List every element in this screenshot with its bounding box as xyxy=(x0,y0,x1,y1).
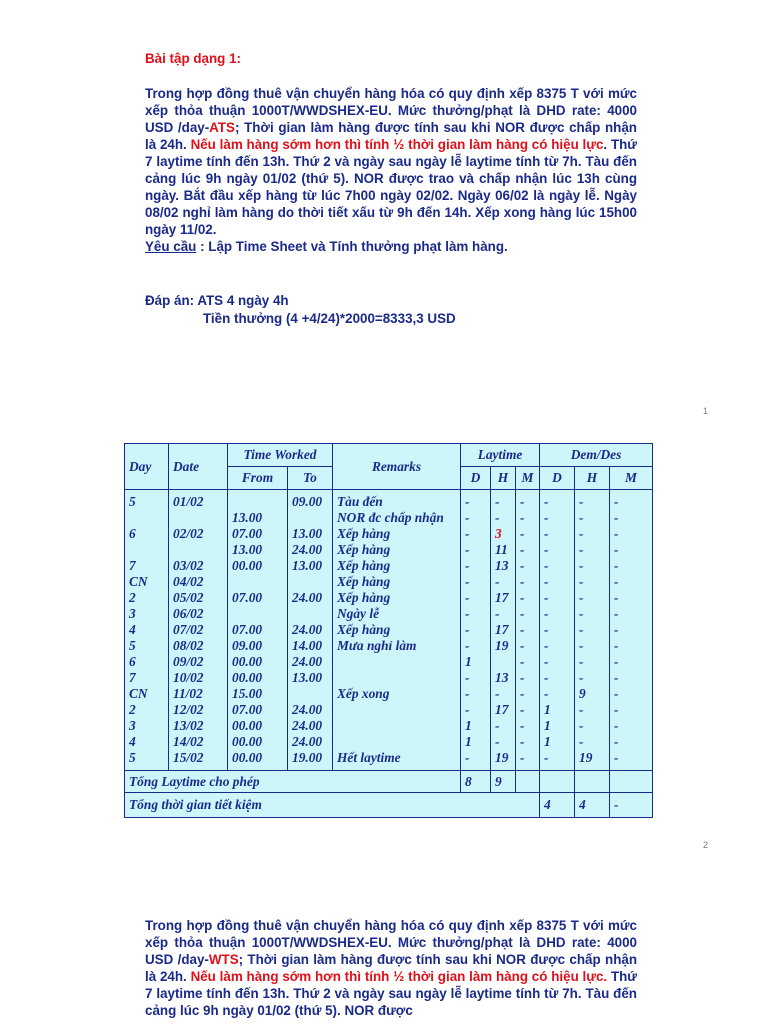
cell-remark: Xếp hàng xyxy=(337,622,391,637)
empty-cell xyxy=(540,771,575,793)
cell-date: 09/02 xyxy=(173,654,204,669)
column-laytime-m xyxy=(516,490,540,771)
cell-dm: - xyxy=(614,702,619,717)
empty-cell xyxy=(610,771,653,793)
cell-dd: - xyxy=(544,510,549,525)
cell-day: 7 xyxy=(129,558,136,573)
cell-date: 06/02 xyxy=(173,606,204,621)
cell-dm: - xyxy=(614,686,619,701)
cell-lm: - xyxy=(520,654,525,669)
cell-day: 2 xyxy=(129,702,136,717)
requirement-label: Yêu cầu xyxy=(145,239,197,254)
cell-from: 07.00 xyxy=(232,702,263,717)
cell-dd: - xyxy=(544,558,549,573)
cell-day: 6 xyxy=(129,526,136,541)
cell-lm: - xyxy=(520,734,525,749)
cell-date: 08/02 xyxy=(173,638,204,653)
cell-day: 5 xyxy=(129,750,136,765)
cell-from: 00.00 xyxy=(232,750,263,765)
header-time-worked: Time Worked xyxy=(228,444,333,467)
cell-remark: Hết laytime xyxy=(337,750,401,765)
problem-text: Trong hợp đồng thuê vận chuyển hàng hóa có quy định xếp 8375 T với mức xếp thỏa thuận 1000T/WWDSHEX-EU. Mức thưởng/phạt là DHD rate: 4000 USD /day- xyxy=(145,86,637,135)
cell-ld: - xyxy=(465,574,470,589)
total-allowed-label: Tổng Laytime cho phép xyxy=(125,771,461,793)
cell-from: 07.00 xyxy=(232,590,263,605)
cell-dm: - xyxy=(614,750,619,765)
column-demdes-d xyxy=(540,490,575,771)
cell-dm: - xyxy=(614,574,619,589)
cell-lh: 11 xyxy=(495,542,508,557)
cell-date: 07/02 xyxy=(173,622,204,637)
cell-dm: - xyxy=(614,494,619,509)
cell-ld: - xyxy=(465,702,470,717)
page-number: 1 xyxy=(703,406,709,416)
cell-to: 24.00 xyxy=(292,702,323,717)
problem-text: . Thứ 7 laytime tính đến 13h. Thứ 2 và ngày sau ngày lễ laytime tính từ 7h. Tàu đến cảng lúc 9h ngày 01/02 (thứ 5). NOR được trao và chấp nhận lúc 13h cùng ngày. Bắt đầu xếp hàng từ lúc 7h00 ngày 02/02. Ngày 06/02 là ngày lễ. Ngày 08/02 nghỉ làm hàng do thời tiết xấu từ 9h đến 14h. Xếp xong hàng lúc 15h00 ngày 11/02. xyxy=(145,137,637,237)
cell-day: 7 xyxy=(129,670,136,685)
cell-dh: - xyxy=(579,654,584,669)
cell-to: 13.00 xyxy=(292,558,323,573)
cell-remark: Xếp hàng xyxy=(337,558,391,573)
cell-to: 24.00 xyxy=(292,734,323,749)
cell-date: 02/02 xyxy=(173,526,204,541)
cell-remark xyxy=(337,670,456,686)
total-saved-label: Tổng thời gian tiết kiệm xyxy=(125,793,540,818)
column-demdes-h xyxy=(575,490,610,771)
cell-ld: - xyxy=(465,670,470,685)
cell-dd: - xyxy=(544,494,549,509)
cell-day: 3 xyxy=(129,718,136,733)
cell-to: 24.00 xyxy=(292,542,323,557)
cell-lh: - xyxy=(495,606,500,621)
cell-ld: - xyxy=(465,558,470,573)
cell-lm: - xyxy=(520,526,525,541)
cell-dm: - xyxy=(614,526,619,541)
cell-to xyxy=(292,606,328,622)
total-saved-row xyxy=(125,793,653,818)
cell-to: 13.00 xyxy=(292,526,323,541)
problem-paragraph-1 xyxy=(145,85,637,255)
column-from xyxy=(228,490,288,771)
cell-lm: - xyxy=(520,718,525,733)
cell-lm: - xyxy=(520,590,525,605)
cell-remark xyxy=(337,734,456,750)
cell-lh: 19 xyxy=(495,638,509,653)
cell-remark xyxy=(337,718,456,734)
cell-remark: Xếp hàng xyxy=(337,542,391,557)
cell-from xyxy=(232,574,283,590)
empty-cell xyxy=(516,771,540,793)
cell-from: 00.00 xyxy=(232,718,263,733)
cell-to: 13.00 xyxy=(292,670,323,685)
total-allowed-h: 9 xyxy=(491,771,516,793)
problem-highlight: Nếu làm hàng sớm hơn thì tính ½ thời gian làm hàng có hiệu lực. xyxy=(190,969,608,984)
header-from: From xyxy=(228,467,288,490)
cell-from: 07.00 xyxy=(232,622,263,637)
column-day xyxy=(125,490,169,771)
column-to xyxy=(288,490,333,771)
header-remarks: Remarks xyxy=(333,444,461,490)
cell-lh: 3 xyxy=(495,526,502,541)
cell-from xyxy=(232,606,283,622)
problem-paragraph-2 xyxy=(145,917,637,1019)
column-demdes-m xyxy=(610,490,653,771)
cell-dd: - xyxy=(544,590,549,605)
header-laytime-m: M xyxy=(516,467,540,490)
cell-lh: 17 xyxy=(495,590,509,605)
total-saved-h: 4 xyxy=(575,793,610,818)
cell-to: 24.00 xyxy=(292,622,323,637)
cell-lm: - xyxy=(520,622,525,637)
cell-to: 14.00 xyxy=(292,638,323,653)
cell-date xyxy=(173,542,223,558)
cell-lm: - xyxy=(520,574,525,589)
cell-lh: - xyxy=(495,574,500,589)
cell-dd: - xyxy=(544,750,549,765)
cell-ld: - xyxy=(465,526,470,541)
cell-dm: - xyxy=(614,558,619,573)
cell-lh: 17 xyxy=(495,702,509,717)
cell-dd: 1 xyxy=(544,718,551,733)
time-sheet-table xyxy=(124,443,653,818)
cell-from: 00.00 xyxy=(232,654,263,669)
total-saved-m: - xyxy=(610,793,653,818)
cell-date: 12/02 xyxy=(173,702,204,717)
cell-ld: - xyxy=(465,590,470,605)
cell-dh: - xyxy=(579,734,584,749)
header-demdes-h: H xyxy=(575,467,610,490)
cell-ld: - xyxy=(465,686,470,701)
cell-day xyxy=(129,510,164,526)
cell-dd: - xyxy=(544,670,549,685)
cell-dm: - xyxy=(614,606,619,621)
cell-dh: - xyxy=(579,574,584,589)
cell-lm: - xyxy=(520,670,525,685)
cell-dm: - xyxy=(614,510,619,525)
cell-lh xyxy=(495,654,511,670)
exercise-heading: Bài tập dạng 1: xyxy=(145,51,241,66)
cell-day: 3 xyxy=(129,606,136,621)
cell-remark xyxy=(337,654,456,670)
cell-day: 4 xyxy=(129,622,136,637)
cell-day xyxy=(129,542,164,558)
header-laytime: Laytime xyxy=(461,444,540,467)
cell-lh: - xyxy=(495,510,500,525)
cell-dm: - xyxy=(614,542,619,557)
cell-lh: 13 xyxy=(495,670,509,685)
header-demdes-m: M xyxy=(610,467,653,490)
header-dem-des: Dem/Des xyxy=(540,444,653,467)
cell-lm: - xyxy=(520,702,525,717)
cell-day: 4 xyxy=(129,734,136,749)
cell-to: 24.00 xyxy=(292,590,323,605)
cell-to: 19.00 xyxy=(292,750,323,765)
cell-dd: 1 xyxy=(544,702,551,717)
cell-lh: 19 xyxy=(495,750,509,765)
cell-dd: - xyxy=(544,542,549,557)
total-allowed-row xyxy=(125,771,653,793)
cell-dh: 9 xyxy=(579,686,586,701)
cell-date: 15/02 xyxy=(173,750,204,765)
cell-remark: NOR đc chấp nhận xyxy=(337,510,444,525)
cell-dh: - xyxy=(579,622,584,637)
cell-lm: - xyxy=(520,558,525,573)
cell-to: 09.00 xyxy=(292,494,323,509)
cell-from: 07.00 xyxy=(232,526,263,541)
cell-dm: - xyxy=(614,734,619,749)
cell-dm: - xyxy=(614,670,619,685)
cell-ld: - xyxy=(465,510,470,525)
cell-from: 00.00 xyxy=(232,734,263,749)
header-demdes-d: D xyxy=(540,467,575,490)
answer-line-2: Tiền thưởng (4 +4/24)*2000=8333,3 USD xyxy=(203,311,456,326)
header-date: Date xyxy=(169,444,228,490)
cell-remark: Xếp hàng xyxy=(337,526,391,541)
cell-day: 2 xyxy=(129,590,136,605)
cell-dd: - xyxy=(544,638,549,653)
cell-to xyxy=(292,686,328,702)
cell-from: 15.00 xyxy=(232,686,263,701)
cell-date: 04/02 xyxy=(173,574,204,589)
cell-dd: - xyxy=(544,654,549,669)
problem-text: ; Thời gian làm hàng được tính sau khi NOR được chấp nhận là 24h. xyxy=(145,952,637,984)
cell-dh: - xyxy=(579,558,584,573)
cell-dm: - xyxy=(614,622,619,637)
total-saved-d: 4 xyxy=(540,793,575,818)
cell-from: 13.00 xyxy=(232,542,263,557)
cell-date: 10/02 xyxy=(173,670,204,685)
cell-lm: - xyxy=(520,542,525,557)
cell-lm: - xyxy=(520,686,525,701)
cell-remark: Mưa nghỉ làm xyxy=(337,638,417,653)
cell-lh: - xyxy=(495,734,500,749)
cell-dd: - xyxy=(544,574,549,589)
column-laytime-h xyxy=(491,490,516,771)
cell-lm: - xyxy=(520,510,525,525)
cell-from: 09.00 xyxy=(232,638,263,653)
cell-dd: - xyxy=(544,526,549,541)
cell-day: 5 xyxy=(129,638,136,653)
cell-dd: - xyxy=(544,622,549,637)
cell-ld: 1 xyxy=(465,654,472,669)
cell-date: 13/02 xyxy=(173,718,204,733)
cell-from: 00.00 xyxy=(232,558,263,573)
cell-dm: - xyxy=(614,654,619,669)
column-remarks xyxy=(333,490,461,771)
cell-dh: - xyxy=(579,718,584,733)
cell-dm: - xyxy=(614,590,619,605)
timesheet-body xyxy=(125,490,653,771)
cell-lm: - xyxy=(520,494,525,509)
cell-ld: - xyxy=(465,622,470,637)
column-date xyxy=(169,490,228,771)
cell-remark: Xếp hàng xyxy=(337,574,391,589)
cell-date: 03/02 xyxy=(173,558,204,573)
cell-ld: - xyxy=(465,638,470,653)
contract-term: WTS xyxy=(208,952,239,967)
cell-ld: - xyxy=(465,542,470,557)
cell-dh: - xyxy=(579,606,584,621)
cell-dh: 19 xyxy=(579,750,593,765)
cell-dd: - xyxy=(544,606,549,621)
cell-ld: 1 xyxy=(465,718,472,733)
cell-dd: 1 xyxy=(544,734,551,749)
problem-highlight: Nếu làm hàng sớm hơn thì tính ½ thời gian làm hàng có hiệu lực xyxy=(190,137,604,152)
cell-lh: 13 xyxy=(495,558,509,573)
answer-line-1: Đáp án: ATS 4 ngày 4h xyxy=(145,293,289,308)
cell-remark: Ngày lễ xyxy=(337,606,380,621)
problem-text: ; Thời gian làm hàng được tính sau khi NOR được chấp nhận là 24h. xyxy=(145,120,637,152)
cell-dm: - xyxy=(614,638,619,653)
cell-dh: - xyxy=(579,638,584,653)
empty-cell xyxy=(575,771,610,793)
total-allowed-d: 8 xyxy=(461,771,491,793)
cell-from: 13.00 xyxy=(232,510,263,525)
cell-day: CN xyxy=(129,686,148,701)
cell-dh: - xyxy=(579,590,584,605)
problem-text: Trong hợp đồng thuê vận chuyển hàng hóa có quy định xếp 8375 T với mức xếp thỏa thuận 1000T/WWDSHEX-EU. Mức thưởng/phạt là DHD rate: 4000 USD /day- xyxy=(145,918,637,967)
header-laytime-h: H xyxy=(491,467,516,490)
cell-remark: Tàu đến xyxy=(337,494,383,509)
cell-ld: - xyxy=(465,606,470,621)
cell-dh: - xyxy=(579,542,584,557)
cell-lh: - xyxy=(495,686,500,701)
cell-lh: - xyxy=(495,494,500,509)
cell-dh: - xyxy=(579,494,584,509)
cell-to: 24.00 xyxy=(292,718,323,733)
header-day: Day xyxy=(125,444,169,490)
requirement-text: : Lập Time Sheet và Tính thưởng phạt làm hàng. xyxy=(196,239,508,254)
cell-day: 6 xyxy=(129,654,136,669)
cell-dm: - xyxy=(614,718,619,733)
cell-lm: - xyxy=(520,750,525,765)
cell-lh: - xyxy=(495,718,500,733)
cell-lh: 17 xyxy=(495,622,509,637)
cell-to xyxy=(292,510,328,526)
cell-dh: - xyxy=(579,670,584,685)
cell-ld: - xyxy=(465,750,470,765)
cell-day: CN xyxy=(129,574,148,589)
cell-dd: - xyxy=(544,686,549,701)
cell-date xyxy=(173,510,223,526)
contract-term: ATS xyxy=(209,120,235,135)
cell-date: 05/02 xyxy=(173,590,204,605)
cell-dh: - xyxy=(579,526,584,541)
cell-date: 11/02 xyxy=(173,686,203,701)
cell-remark: Xếp xong xyxy=(337,686,390,701)
cell-dh: - xyxy=(579,702,584,717)
cell-to: 24.00 xyxy=(292,654,323,669)
cell-lm: - xyxy=(520,606,525,621)
page-number: 2 xyxy=(703,840,709,850)
cell-ld: - xyxy=(465,494,470,509)
cell-lm: - xyxy=(520,638,525,653)
cell-day: 5 xyxy=(129,494,136,509)
header-laytime-d: D xyxy=(461,467,491,490)
cell-from xyxy=(232,494,283,510)
header-to: To xyxy=(288,467,333,490)
cell-ld: 1 xyxy=(465,734,472,749)
cell-dh: - xyxy=(579,510,584,525)
problem-text: Thứ 7 laytime tính đến 13h. Thứ 2 và ngày sau ngày lễ laytime tính từ 7h. Tàu đến cảng lúc 9h ngày 01/02 (thứ 5). NOR được xyxy=(145,969,637,1018)
column-laytime-d xyxy=(461,490,491,771)
cell-remark: Xếp hàng xyxy=(337,590,391,605)
cell-remark xyxy=(337,702,456,718)
cell-date: 14/02 xyxy=(173,734,204,749)
cell-date: 01/02 xyxy=(173,494,204,509)
cell-to xyxy=(292,574,328,590)
cell-from: 00.00 xyxy=(232,670,263,685)
